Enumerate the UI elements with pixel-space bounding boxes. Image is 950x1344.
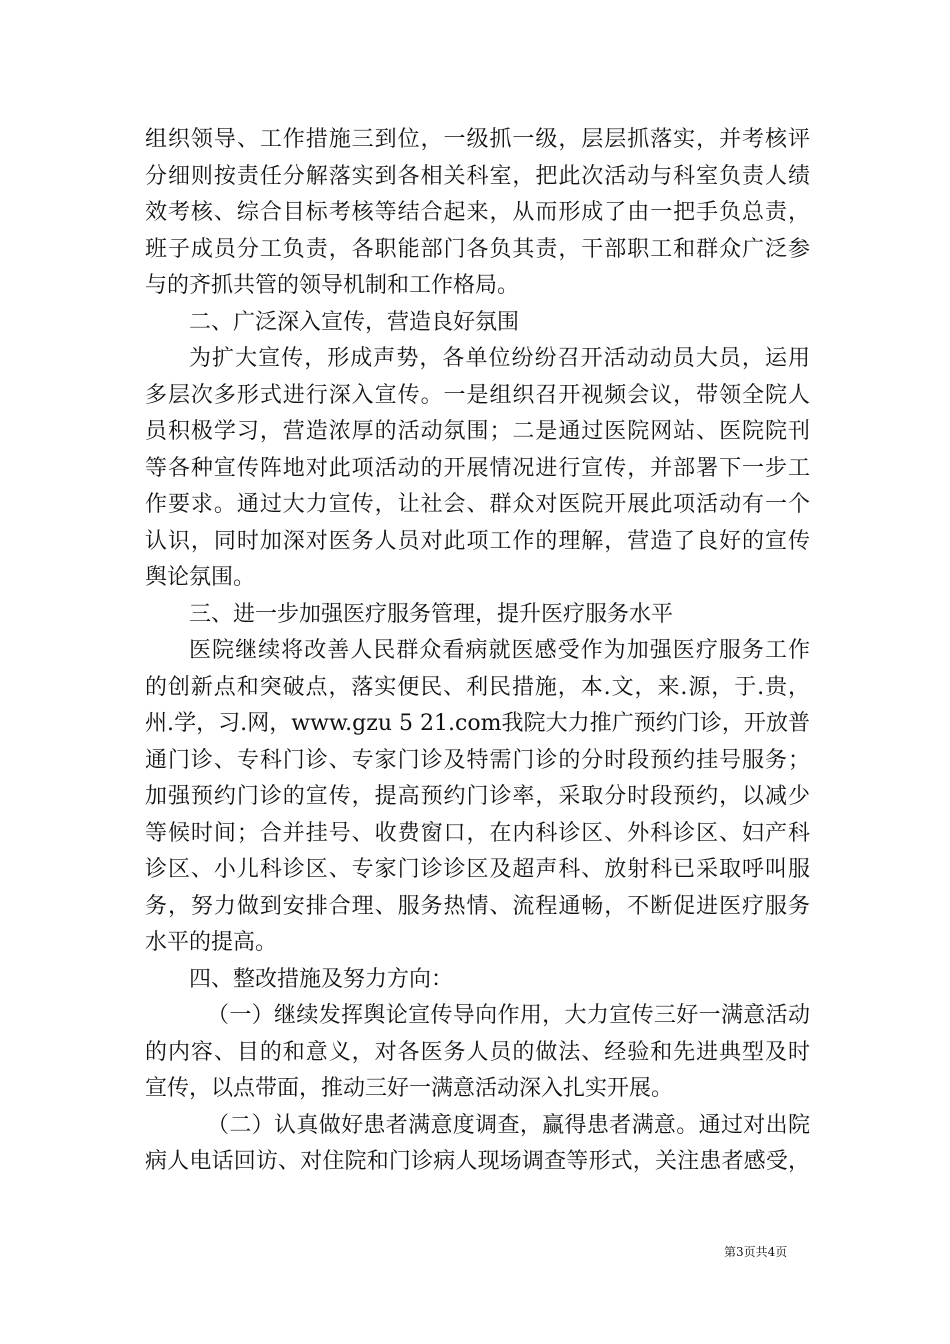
text-line: 班子成员分工负责，各职能部门各负其责，干部职工和群众广泛参 xyxy=(145,236,810,262)
text-line: 分细则按责任分解落实到各相关科室，把此次活动与科室负责人绩 xyxy=(145,163,810,189)
text-line: 等各种宣传阵地对此项活动的开展情况进行宣传，并部署下一步工 xyxy=(145,455,810,481)
text-line: 与的齐抓共管的领导机制和工作格局。 xyxy=(145,273,520,298)
text-line: （二）认真做好患者满意度调查，赢得患者满意。通过对出院 xyxy=(207,1112,810,1138)
text-line: 宣传，以点带面，推动三好一满意活动深入扎实开展。 xyxy=(145,1076,674,1101)
text-line: 员积极学习，营造浓厚的活动氛围；二是通过医院网站、医院院刊 xyxy=(145,419,810,444)
text-line: 通门诊、专科门诊、专家门诊及特需门诊的分时段预约挂号服务； xyxy=(145,747,810,773)
text-line: 认识，同时加深对医务人员对此项工作的理解，营造了良好的宣传 xyxy=(145,528,810,554)
text-line: 组织领导、工作措施三到位，一级抓一级，层层抓落实，并考核评 xyxy=(145,127,810,152)
text-line: 务，努力做到安排合理、服务热情、流程通畅，不断促进医疗服务 xyxy=(145,893,810,919)
text-line: 多层次多形式进行深入宣传。一是组织召开视频会议，带领全院人 xyxy=(145,382,810,408)
text-line: 效考核、综合目标考核等结合起来，从而形成了由一把手负总责， xyxy=(145,200,810,225)
text-line: 为扩大宣传，形成声势，各单位纷纷召开活动动员大员，运用 xyxy=(189,346,810,371)
section-heading: 二、广泛深入宣传，营造良好氛围 xyxy=(189,309,520,335)
text-line: 的内容、目的和意义，对各医务人员的做法、经验和先进典型及时 xyxy=(145,1039,810,1065)
text-line: 等候时间；合并挂号、收费窗口，在内科诊区、外科诊区、妇产科 xyxy=(145,820,810,846)
document-body xyxy=(145,122,810,1181)
text-line: 加强预约门诊的宣传，提高预约门诊率，采取分时段预约，以减少 xyxy=(145,784,810,809)
text-line: 医院继续将改善人民群众看病就医感受作为加强医疗服务工作 xyxy=(189,638,810,663)
section-heading: 三、进一步加强医疗服务管理，提升医疗服务水平 xyxy=(189,601,674,627)
section-heading: 四、整改措施及努力方向： xyxy=(189,966,454,992)
page-number: 第3页共4页 xyxy=(724,1245,788,1259)
text-line: 作要求。通过大力宣传，让社会、群众对医院开展此项活动有一个 xyxy=(145,492,810,517)
text-line: 舆论氛围。 xyxy=(145,565,256,590)
text-line: 州.学，习.网，www.gzu 5 21.com我院大力推广预约门诊，开放普 xyxy=(145,711,810,736)
text-line: （一）继续发挥舆论宣传导向作用，大力宣传三好一满意活动 xyxy=(207,1003,810,1028)
text-line: 诊区、小儿科诊区、专家门诊诊区及超声科、放射科已采取呼叫服 xyxy=(145,857,810,882)
text-line: 病人电话回访、对住院和门诊病人现场调查等形式，关注患者感受， xyxy=(145,1149,810,1174)
text-line: 水平的提高。 xyxy=(145,930,278,955)
text-line: 的创新点和突破点，落实便民、利民措施，本.文，来.源，于.贵， xyxy=(145,674,810,700)
